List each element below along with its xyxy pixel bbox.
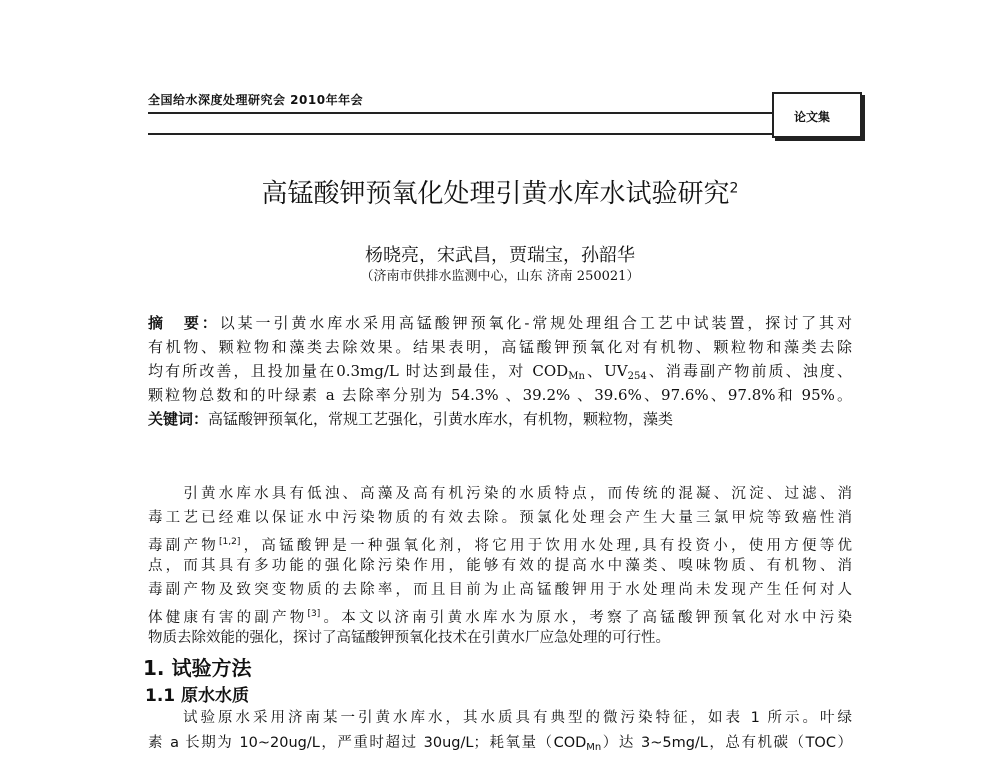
header-rule-bottom <box>148 133 774 135</box>
collection-tag-box <box>772 92 862 138</box>
paper-title <box>0 173 1000 210</box>
subsection-heading: 1.1 原水水质 <box>145 686 250 706</box>
text: 。本文以济南引黄水库水为原水，考察了高锰酸钾预氧化对水中污染 <box>320 610 853 626</box>
body-line <box>148 733 852 758</box>
text: ）达 3~5mg/L，总有机碳（TOC） <box>601 735 852 751</box>
title-footnote: 2 <box>729 180 739 197</box>
text: 体健康有害的副产物 <box>148 610 308 626</box>
body-line: 毒副产物及致突变物质的去除率，而且目前为止高锰酸钾用于水处理尚未发现产生任何对人 <box>148 582 852 598</box>
subscript: Mn <box>568 371 585 382</box>
text: 、消毒副产物前质、浊度、 <box>646 362 852 380</box>
collection-tag: 论文集 <box>794 110 831 124</box>
title-text: 高锰酸钾预氧化处理引黄水库水试验研究 <box>261 179 730 209</box>
text: 、UV <box>584 362 628 380</box>
text: 毒副产物 <box>148 538 220 554</box>
citation: [3] <box>307 609 321 619</box>
abstract-line: 有机物、颗粒物和藻类去除效果。结果表明，高锰酸钾预氧化对有机物、颗粒物和藻类去除 <box>148 338 852 356</box>
text: 以某一引黄水库水采用高锰酸钾预氧化-常规处理组合工艺中试装置，探讨了其对 <box>219 314 852 332</box>
section-heading: 1. 试验方法 <box>143 656 252 680</box>
running-header: 全国给水深度处理研究会 2010年年会 <box>148 93 364 107</box>
subscript: Mn <box>586 742 602 753</box>
keywords-line <box>148 409 852 429</box>
header-rule-top <box>148 112 774 114</box>
text: 素 a 长期为 10~20ug/L，严重时超过 30ug/L；耗氧量（COD <box>148 735 587 751</box>
text: 均有所改善，且投加量在0.3mg/L 时达到最佳，对 COD <box>148 362 569 380</box>
body-line: 试验原水采用济南某一引黄水库水，其水质具有典型的微污染特征，如表 1 所示。叶绿 <box>148 710 852 726</box>
authors: 杨晓亮，宋武昌，贾瑞宝，孙韶华 <box>365 245 635 266</box>
body-line <box>148 532 852 556</box>
body-line: 点，而其具有多功能的强化除污染作用，能够有效的提高水中藻类、嗅味物质、有机物、消 <box>148 558 852 574</box>
affiliation: （济南市供排水监测中心，山东 济南 250021） <box>360 269 640 284</box>
abstract-line <box>148 313 852 333</box>
body-line <box>148 604 852 628</box>
body-line: 毒工艺已经难以保证水中污染物质的有效去除。预氯化处理会产生大量三氯甲烷等致癌性消 <box>148 510 852 526</box>
citation: [1,2] <box>219 537 241 547</box>
abstract-line <box>148 361 852 387</box>
abstract-label: 摘 要： <box>148 314 220 332</box>
body-line: 引黄水库水具有低浊、高藻及高有机污染的水质特点，而传统的混凝、沉淀、过滤、消 <box>148 486 852 502</box>
keywords-label: 关键词： <box>148 410 209 428</box>
abstract-line: 颗粒物总数和的叶绿素 a 去除率分别为 54.3% 、39.2% 、39.6%、97.6%、97.8%和 95%。 <box>148 386 852 404</box>
subscript: 254 <box>627 371 647 382</box>
keywords-text: 高锰酸钾预氧化，常规工艺强化，引黄水库水，有机物，颗粒物，藻类 <box>208 410 674 428</box>
text: ，高锰酸钾是一种强氧化剂，将它用于饮用水处理,具有投资小，使用方便等优 <box>240 538 852 554</box>
body-line: 物质去除效能的强化，探讨了高锰酸钾预氧化技术在引黄水厂应急处理的可行性。 <box>148 630 670 646</box>
